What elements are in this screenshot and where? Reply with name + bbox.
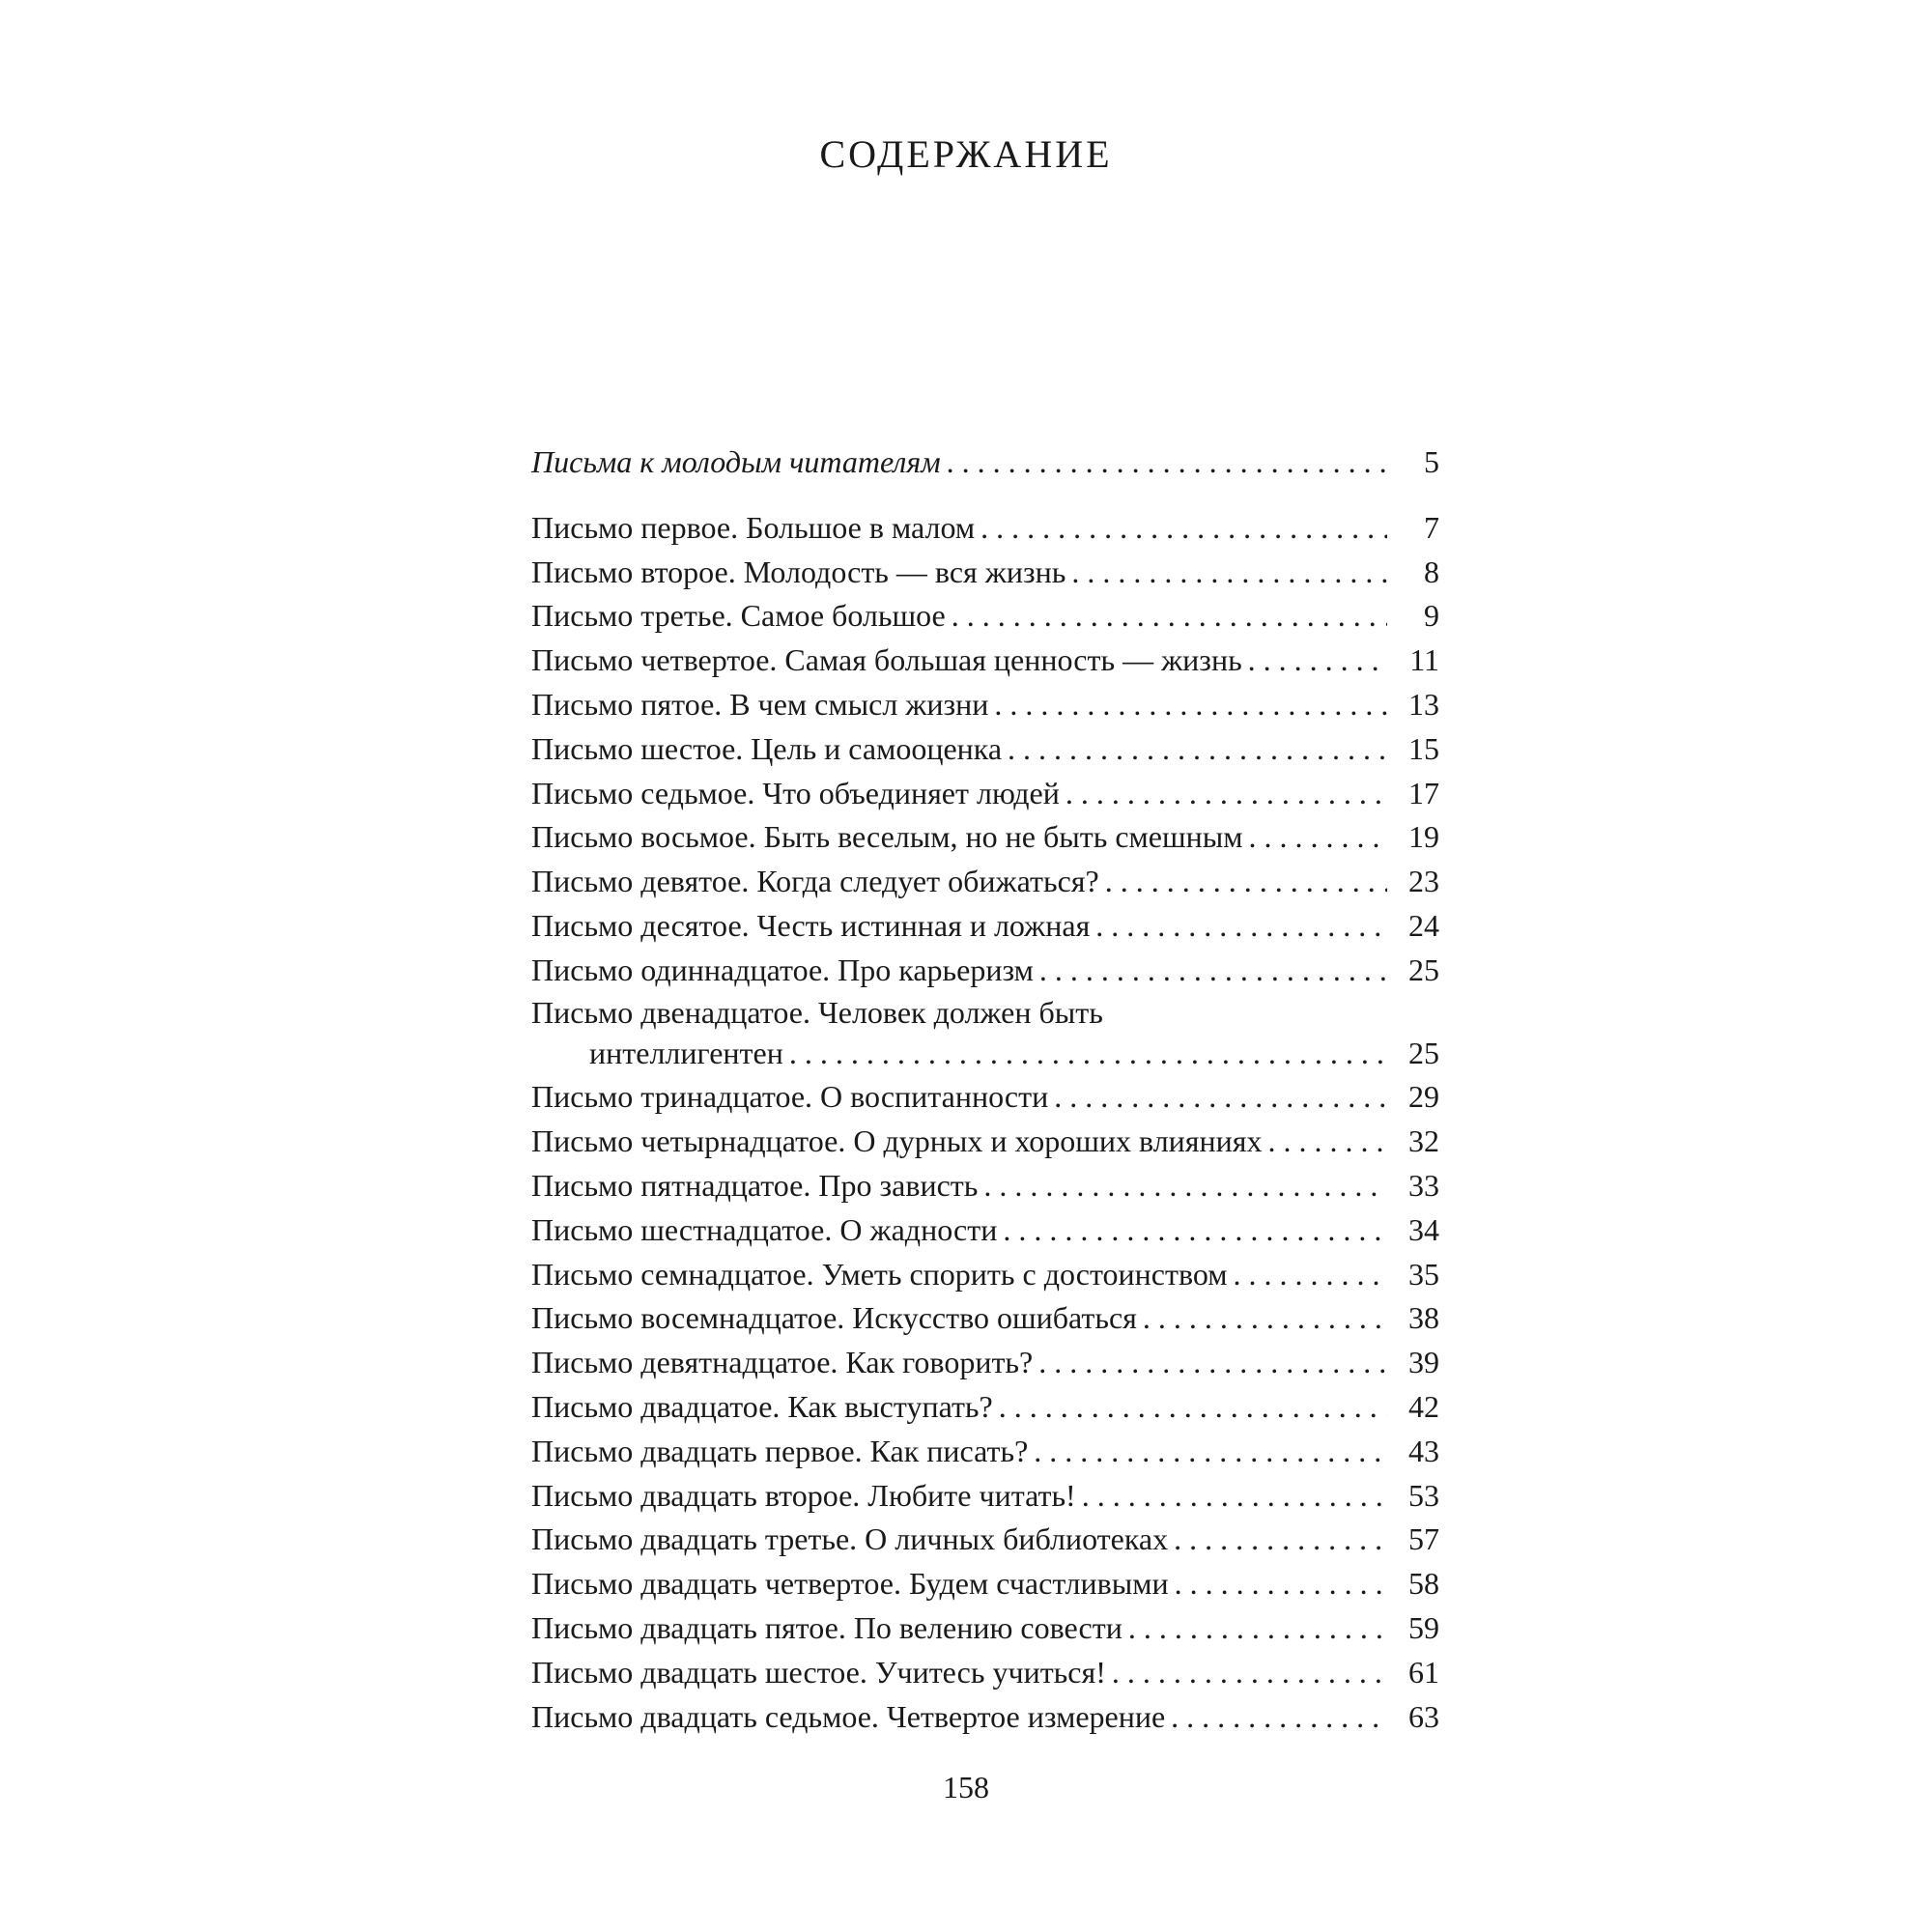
toc-entry-title: Письмо четырнадцатое. О дурных и хороших влияниях xyxy=(531,1123,1263,1159)
toc-entry[interactable] xyxy=(531,683,1439,727)
toc-entry-page: 33 xyxy=(1408,1167,1439,1203)
toc-entry-page: 43 xyxy=(1408,1433,1439,1468)
toc-entry-title: Письмо третье. Самое большое xyxy=(531,598,946,634)
toc-entry[interactable] xyxy=(531,815,1439,860)
dot-leader xyxy=(1071,551,1387,595)
toc-entry-page: 29 xyxy=(1408,1079,1439,1115)
toc-entry-page: 23 xyxy=(1408,864,1439,899)
toc-entry-title: Письмо девятое. Когда следует обижаться? xyxy=(531,864,1099,899)
toc-entry-page: 32 xyxy=(1408,1123,1439,1159)
page-number: 158 xyxy=(943,1770,989,1804)
toc-entry-title: Письмо пятнадцатое. Про зависть xyxy=(531,1167,979,1203)
toc-entry-title: Письмо семнадцатое. Уметь спорить с достоинством xyxy=(531,1256,1228,1292)
toc-entry-page: 38 xyxy=(1408,1300,1439,1336)
toc-entry-title: Письмо двадцать третье. О личных библиотеках xyxy=(531,1521,1169,1557)
table-of-contents xyxy=(531,440,1439,1739)
toc-entry[interactable] xyxy=(531,1341,1439,1385)
dot-leader xyxy=(1248,815,1387,860)
toc-entry[interactable] xyxy=(531,639,1439,683)
toc-entry[interactable] xyxy=(531,772,1439,816)
dot-leader xyxy=(1082,1474,1387,1519)
toc-entry-list xyxy=(531,506,1439,1740)
dot-leader xyxy=(983,1164,1387,1208)
toc-entry-title: Письмо четвертое. Самая большая ценность — жизнь xyxy=(531,642,1242,678)
toc-entry[interactable] xyxy=(531,1208,1439,1253)
dot-leader xyxy=(947,440,1387,485)
dot-leader xyxy=(1171,1695,1387,1740)
toc-entry[interactable] xyxy=(531,1120,1439,1164)
toc-entry[interactable] xyxy=(531,1695,1439,1740)
toc-entry[interactable] xyxy=(531,949,1439,993)
toc-entry[interactable] xyxy=(531,1474,1439,1519)
toc-entry-page: 15 xyxy=(1408,730,1439,766)
toc-entry-intro[interactable] xyxy=(531,440,1439,485)
toc-entry[interactable] xyxy=(531,1253,1439,1297)
dot-leader xyxy=(1175,1562,1387,1606)
dot-leader xyxy=(1248,639,1387,683)
dot-leader xyxy=(789,1032,1387,1076)
toc-entry-page: 24 xyxy=(1408,907,1439,943)
dot-leader xyxy=(1105,860,1387,904)
toc-entry-title: Письмо десятое. Честь истинная и ложная xyxy=(531,907,1091,943)
toc-entry[interactable] xyxy=(531,551,1439,595)
toc-entry-page: 39 xyxy=(1408,1345,1439,1380)
toc-entry-title: Письмо восемнадцатое. Искусство ошибаться xyxy=(531,1300,1137,1336)
toc-entry-title-continued: интеллигентен xyxy=(589,1035,783,1070)
dot-leader xyxy=(1034,1430,1387,1474)
toc-entry-title: Письмо первое. Большое в малом xyxy=(531,509,976,545)
toc-entry[interactable] xyxy=(531,1562,1439,1606)
toc-entry[interactable] xyxy=(531,1518,1439,1562)
dot-leader xyxy=(1065,772,1387,816)
toc-entry-title: Письмо пятое. В чем смысл жизни xyxy=(531,686,989,722)
dot-leader xyxy=(1267,1120,1387,1164)
toc-entry[interactable] xyxy=(531,1164,1439,1208)
toc-entry-title: Письмо двадцать пятое. По велению совести xyxy=(531,1609,1122,1645)
toc-entry-title: Письмо двадцатое. Как выступать? xyxy=(531,1388,993,1424)
toc-entry-title: Письмо двадцать первое. Как писать? xyxy=(531,1433,1029,1468)
dot-leader xyxy=(1039,949,1387,993)
toc-entry-title: Письмо второе. Молодость — вся жизнь xyxy=(531,554,1066,589)
dot-leader xyxy=(1008,727,1387,772)
dot-leader xyxy=(1054,1075,1387,1120)
toc-entry-title: Письмо двадцать четвертое. Будем счастливыми xyxy=(531,1566,1169,1602)
toc-entry-page: 63 xyxy=(1408,1698,1439,1734)
toc-entry-page: 42 xyxy=(1408,1388,1439,1424)
toc-entry-page: 57 xyxy=(1408,1521,1439,1557)
dot-leader xyxy=(1003,1208,1387,1253)
toc-entry[interactable] xyxy=(531,1430,1439,1474)
toc-entry[interactable] xyxy=(531,506,1439,551)
dot-leader xyxy=(1234,1253,1387,1297)
toc-entry-page: 7 xyxy=(1424,509,1439,545)
toc-entry-page: 17 xyxy=(1408,775,1439,810)
toc-entry-page: 8 xyxy=(1424,554,1439,589)
toc-entry[interactable] xyxy=(531,860,1439,904)
toc-entry-title: Письмо восьмое. Быть веселым, но не быть смешным xyxy=(531,819,1243,855)
dot-leader xyxy=(994,683,1387,727)
dot-leader xyxy=(1038,1341,1387,1385)
toc-entry-page: 5 xyxy=(1424,444,1439,479)
toc-entry-title: Письмо двадцать второе. Любите читать! xyxy=(531,1477,1076,1513)
dot-leader xyxy=(1095,904,1387,949)
toc-entry-page: 58 xyxy=(1408,1566,1439,1602)
toc-entry[interactable] xyxy=(531,727,1439,772)
dot-leader xyxy=(980,506,1387,551)
toc-entry[interactable] xyxy=(531,1075,1439,1120)
toc-entry-title: Письмо одиннадцатое. Про карьеризм xyxy=(531,952,1034,987)
dot-leader xyxy=(1143,1296,1387,1341)
dot-leader xyxy=(952,594,1387,639)
toc-entry-title: Письмо двадцать седьмое. Четвертое измерение xyxy=(531,1698,1166,1734)
toc-entry-title: Письмо двенадцатое. Человек должен быть xyxy=(531,994,1103,1030)
toc-entry-page: 61 xyxy=(1408,1654,1439,1690)
toc-entry-page: 34 xyxy=(1408,1211,1439,1247)
toc-entry-page: 59 xyxy=(1408,1609,1439,1645)
toc-entry-title: Письмо двадцать шестое. Учитесь учиться! xyxy=(531,1654,1106,1690)
toc-entry[interactable] xyxy=(531,594,1439,639)
dot-leader xyxy=(999,1385,1387,1430)
toc-entry-page: 19 xyxy=(1408,819,1439,855)
toc-entry-page: 9 xyxy=(1424,598,1439,634)
toc-entry-title: Письмо седьмое. Что объединяет людей xyxy=(531,775,1060,810)
toc-entry-line-1[interactable] xyxy=(531,993,1439,1032)
toc-entry[interactable] xyxy=(531,1385,1439,1430)
toc-entry[interactable] xyxy=(531,904,1439,949)
toc-entry-page: 53 xyxy=(1408,1477,1439,1513)
toc-entry-page: 13 xyxy=(1408,686,1439,722)
toc-entry-page: 25 xyxy=(1408,952,1439,987)
toc-entry[interactable] xyxy=(531,1606,1439,1651)
toc-entry-title: Письма к молодым читателям xyxy=(531,444,941,479)
toc-entry[interactable] xyxy=(531,1651,1439,1695)
page-title: СОДЕРЖАНИЕ xyxy=(819,132,1113,176)
toc-entry-title: Письмо девятнадцатое. Как говорить? xyxy=(531,1345,1034,1380)
toc-entry-page: 35 xyxy=(1408,1256,1439,1292)
toc-entry-title: Письмо шестнадцатое. О жадности xyxy=(531,1211,998,1247)
toc-entry[interactable] xyxy=(531,1296,1439,1341)
dot-leader xyxy=(1174,1518,1387,1562)
toc-entry-title: Письмо тринадцатое. О воспитанности xyxy=(531,1079,1049,1115)
toc-entry-page: 11 xyxy=(1409,642,1439,678)
toc-entry-page: 25 xyxy=(1408,1035,1439,1070)
toc-entry-line-2[interactable] xyxy=(531,1032,1439,1076)
toc-entry-title: Письмо шестое. Цель и самооценка xyxy=(531,730,1003,766)
dot-leader xyxy=(1128,1606,1387,1651)
dot-leader xyxy=(1112,1651,1387,1695)
